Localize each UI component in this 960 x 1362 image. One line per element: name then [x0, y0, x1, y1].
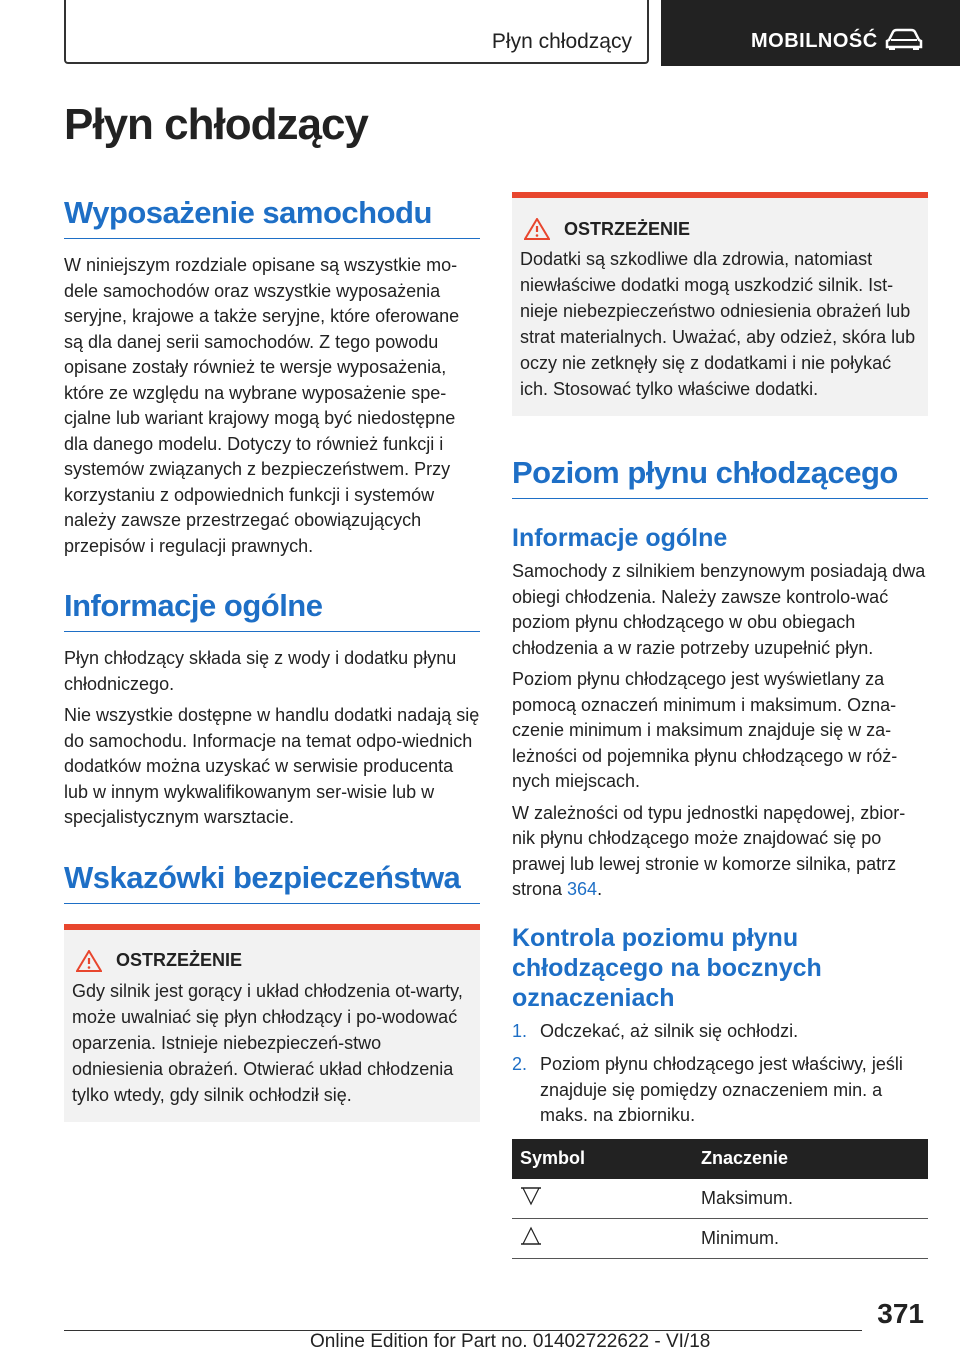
footer-edition: Online Edition for Part no. 01402722622 - VI/18 [310, 1331, 711, 1352]
paragraph-general-1: Płyn chłodzący składa się z wody i dodatku płynu chłodniczego. [64, 648, 457, 694]
symbol-table [512, 1139, 928, 1259]
paragraph-general-2: Nie wszystkie dostępne w handlu dodatki nadają się do samochodu. Informacje na temat odpo-wiednich dodatków można uzyskać w serwisie producenta lub w innym wykwalifikowanym ser-wisie lub w specjalistycznym warsztacie. [64, 705, 480, 827]
paragraph-info-3-text: W zależności od typu jednostki napędowej, zbior-nik płynu chłodzącego może znajdować się po prawej lub lewej stronie w komorze silnika, patrz strona [512, 802, 906, 899]
step-number: 1. [512, 1020, 528, 1041]
steps-list [512, 1019, 928, 1129]
warning-text: Dodatki są szkodliwe dla zdrowia, natomiast niewłaściwe dodatki mogą uszkodzić silnik. Ist-nieje niebezpieczeństwo odniesienia obrażeń lub strat materialnych. Uważać, aby odzież, skóra lub oczy nie zetknęły się z dodatkami i nie połykać ich. Stosować tylko właściwe dodatki. [520, 249, 916, 399]
warning-box-hot-engine [64, 924, 480, 1122]
warning-label: OSTRZEŻENIE [116, 950, 243, 970]
heading-safety: Wskazówki bezpieczeństwa [64, 859, 480, 904]
list-item [512, 1019, 928, 1045]
paragraph-info-1: Samochody z silnikiem benzynowym posiadają dwa obiegi chłodzenia. Należy zawsze kontrolo-wać poziom płynu chłodzącego w obu obiegach chłodzenia a w razie potrzeby uzupełnić płyn. [512, 561, 926, 658]
paragraph-info-3 [512, 801, 928, 903]
warning-triangle-icon [76, 950, 102, 972]
heading-check-level: Kontrola poziomu płynu chłodzącego na bocznych oznaczeniach [512, 923, 822, 1012]
table-header-meaning: Znaczenie [693, 1139, 928, 1179]
warning-triangle-icon [524, 218, 550, 240]
page-number: 371 [877, 1298, 924, 1329]
left-column [64, 194, 480, 1122]
table-row [512, 1218, 928, 1258]
header-chapter-tab[interactable] [661, 0, 960, 66]
page-link-364[interactable]: 364 [567, 879, 598, 899]
heading-info: Informacje ogólne [512, 524, 728, 552]
warning-text: Gdy silnik jest gorący i układ chłodzenia ot-warty, może uwalniać się płyn chłodzący i po-wodować oparzenia. Istnieje niebezpieczeń-stwo odniesienia obrażeń. Otwierać układ chłodzenia tylko wtedy, gdy silnik ochłodził się. [72, 980, 463, 1105]
step-text: Odczekać, aż silnik się ochłodzi. [540, 1020, 799, 1041]
paragraph-info-2: Poziom płynu chłodzącego jest wyświetlany za pomocą oznaczeń minimum i maksimum. Ozna-czenie minimum i maksimum znajduje się w za-leżności od pojemnika płynu chłodzącego w róż-nych miejscach. [512, 669, 898, 791]
right-column [512, 192, 928, 1259]
table-header-row [512, 1139, 928, 1179]
table-cell-meaning: Maksimum. [693, 1179, 928, 1219]
warning-label: OSTRZEŻENIE [564, 218, 691, 239]
header-chapter-label: MOBILNOŚĆ [751, 30, 878, 52]
page-title: Płyn chłodzący [64, 100, 368, 149]
page-header [0, 0, 960, 66]
table-cell-meaning: Minimum. [693, 1218, 928, 1258]
table-header-symbol: Symbol [512, 1139, 693, 1179]
car-icon [885, 28, 923, 50]
step-number: 2. [512, 1054, 528, 1074]
min-mark-icon [520, 1226, 542, 1246]
warning-box-additives [512, 192, 928, 416]
header-section-title: Płyn chłodzący [491, 30, 632, 53]
paragraph-info-3-end: . [597, 879, 603, 899]
table-cell-symbol [512, 1218, 693, 1258]
step-text: Poziom płynu chłodzącego jest właściwy, jeśli znajduje się pomiędzy oznaczeniem min. a maks. na zbiorniku. [540, 1054, 903, 1125]
heading-equipment: Wyposażenie samochodu [64, 194, 480, 239]
heading-coolant-level: Poziom płynu chłodzącego [512, 454, 928, 499]
table-cell-symbol [512, 1179, 693, 1219]
paragraph-equipment: W niniejszym rozdziale opisane są wszystkie mo-dele samochodów oraz wszystkie wyposażenia seryjne, krajowe a także seryjne, które oferowane są dla danej serii samochodów. Z tego powodu opisane zostały również te wersje wyposażenia, które ze względu na wybrane wyposażenie spe-cjalne lub wariant krajowy mogą być niedostępne dla danego modelu. Dotyczy to również funkcji i systemów związanych z bezpieczeństwem. Przy korzystaniu z odpowiednich funkcji i systemów należy zawsze przestrzegać obowiązujących przepisów i regulacji prawnych. [64, 255, 460, 556]
list-item [512, 1052, 928, 1129]
heading-general: Informacje ogólne [64, 587, 480, 632]
max-mark-icon [520, 1186, 542, 1206]
table-row [512, 1179, 928, 1219]
